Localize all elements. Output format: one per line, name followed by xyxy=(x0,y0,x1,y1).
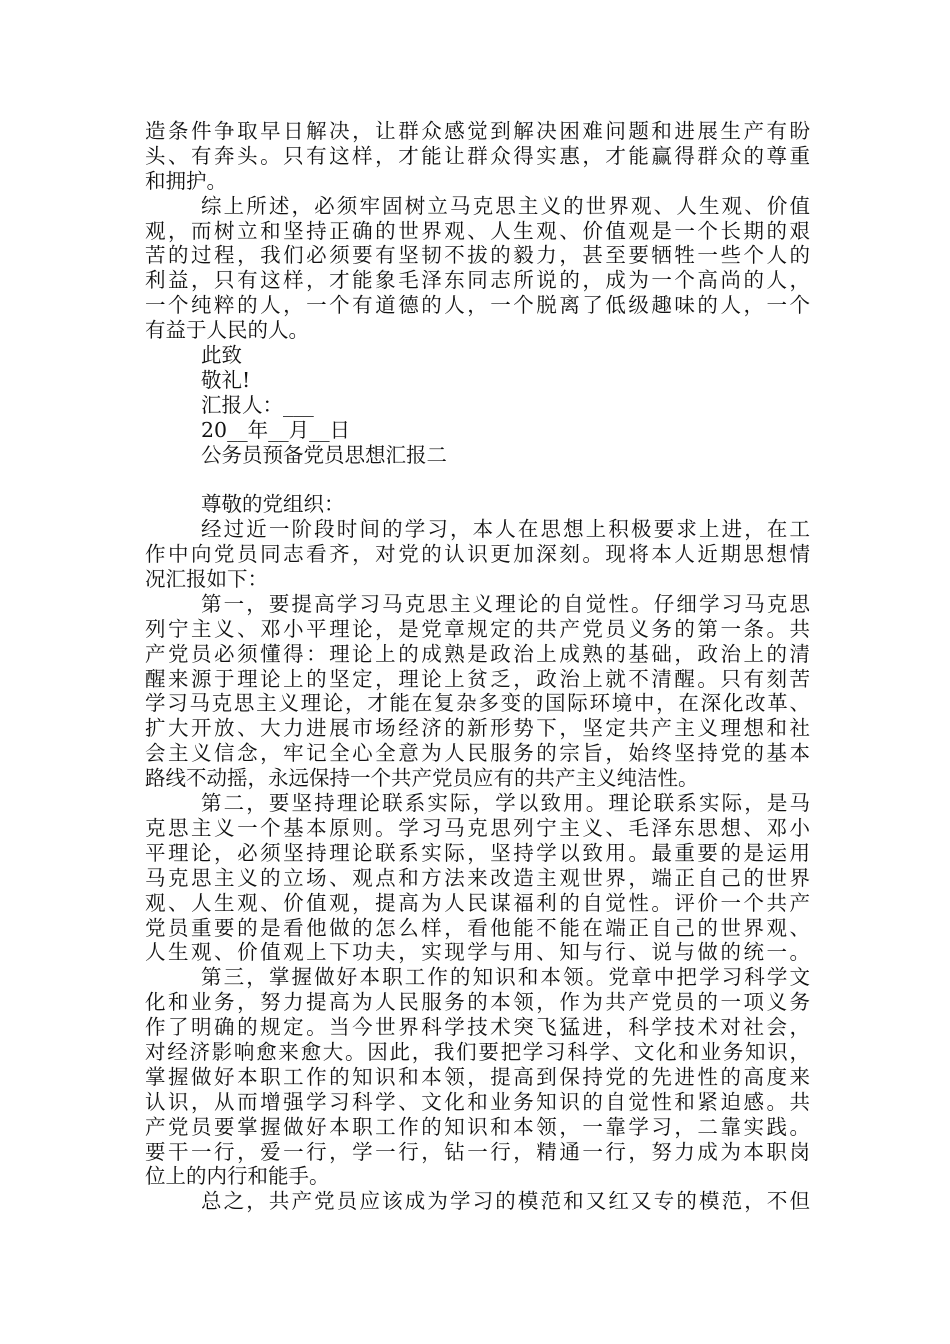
text-line: 头、有奔头。只有这样，才能让群众得实惠，才能赢得群众的尊重 xyxy=(145,143,810,168)
text-line: 路线不动摇，永远保持一个共产党员应有的共产主义纯洁性。 xyxy=(145,766,699,791)
text-line: 马克思主义的立场、观点和方法来改造主观世界，端正自己的世界 xyxy=(145,865,810,890)
text-line: 和拥护。 xyxy=(145,168,227,193)
text-line: 克思主义一个基本原则。学习马克思列宁主义、毛泽东思想、邓小 xyxy=(145,815,810,840)
text-line: 认识，从而增强学习科学、文化和业务知识的自觉性和紧迫感。共 xyxy=(145,1089,810,1114)
text-line: 产党员要掌握做好本职工作的知识和本领，一靠学习，二靠实践。 xyxy=(145,1114,810,1139)
text-line: 化和业务，努力提高为人民服务的本领，作为共产党员的一项义务 xyxy=(145,990,810,1015)
text-line: 学习马克思主义理论，才能在复杂多变的国际环境中，在深化改革、 xyxy=(145,691,810,716)
text-line: 总之，共产党员应该成为学习的模范和又红又专的模范，不但 xyxy=(201,1189,810,1214)
text-line: 利益，只有这样，才能象毛泽东同志所说的，成为一个高尚的人， xyxy=(145,268,810,293)
text-line: 党员重要的是看他做的怎么样，看他能不能在端正自己的世界观、 xyxy=(145,915,810,940)
text-line: 人生观、价值观上下功夫，实现学与用、知与行、说与做的统一。 xyxy=(145,940,810,965)
text-line: 观，而树立和坚持正确的世界观、人生观、价值观是一个长期的艰 xyxy=(145,218,810,243)
text-line: 扩大开放、大力进展市场经济的新形势下，坚定共产主义理想和社 xyxy=(145,716,810,741)
text-line: 公务员预备党员思想汇报二 xyxy=(201,442,447,467)
text-line: 经过近一阶段时间的学习，本人在思想上积极要求上进，在工 xyxy=(201,517,810,542)
text-line: 有益于人民的人。 xyxy=(145,318,309,343)
text-line: 平理论，必须坚持理论联系实际，坚持学以致用。最重要的是运用 xyxy=(145,840,810,865)
text-line: 产党员必须懂得：理论上的成熟是政治上成熟的基础，政治上的清 xyxy=(145,641,810,666)
text-line: 汇报人：___ xyxy=(201,392,314,417)
text-line: 作了明确的规定。当今世界科学技术突飞猛进，科学技术对社会， xyxy=(145,1015,810,1040)
blank-line xyxy=(145,467,810,492)
text-line: 第一，要提高学习马克思主义理论的自觉性。仔细学习马克思 xyxy=(201,591,810,616)
text-line: 要干一行，爱一行，学一行，钻一行，精通一行，努力成为本职岗 xyxy=(145,1139,810,1164)
text-line: 作中向党员同志看齐，对党的认识更加深刻。现将本人近期思想情 xyxy=(145,542,810,567)
text-line: 观、人生观、价值观，提高为人民谋福利的自觉性。评价一个共产 xyxy=(145,890,810,915)
text-line: 综上所述，必须牢固树立马克思主义的世界观、人生观、价值 xyxy=(201,193,810,218)
text-line: 况汇报如下： xyxy=(145,567,268,592)
text-line: 对经济影响愈来愈大。因此，我们要把学习科学、文化和业务知识， xyxy=(145,1039,810,1064)
text-line: 苦的过程，我们必须要有坚韧不拔的毅力，甚至要牺牲一些个人的 xyxy=(145,243,810,268)
text-line: 位上的内行和能手。 xyxy=(145,1164,330,1189)
text-line: 会主义信念，牢记全心全意为人民服务的宗旨，始终坚持党的基本 xyxy=(145,741,810,766)
text-line: 尊敬的党组织： xyxy=(201,492,345,517)
text-line: 列宁主义、邓小平理论，是党章规定的共产党员义务的第一条。共 xyxy=(145,616,810,641)
text-line: 醒来源于理论上的坚定，理论上贫乏，政治上就不清醒。只有刻苦 xyxy=(145,666,810,691)
text-line: 掌握做好本职工作的知识和本领，提高到保持党的先进性的高度来 xyxy=(145,1064,810,1089)
document-page xyxy=(145,119,810,1214)
text-line: 第三，掌握做好本职工作的知识和本领。党章中把学习科学文 xyxy=(201,965,810,990)
text-line: 20__年__月__日 xyxy=(201,417,351,442)
text-line: 敬礼! xyxy=(201,367,251,392)
text-line: 一个纯粹的人，一个有道德的人，一个脱离了低级趣味的人，一个 xyxy=(145,293,810,318)
text-line: 此致 xyxy=(201,343,242,368)
text-line: 造条件争取早日解决，让群众感觉到解决困难问题和进展生产有盼 xyxy=(145,119,810,143)
text-line: 第二，要坚持理论联系实际，学以致用。理论联系实际，是马 xyxy=(201,791,810,816)
